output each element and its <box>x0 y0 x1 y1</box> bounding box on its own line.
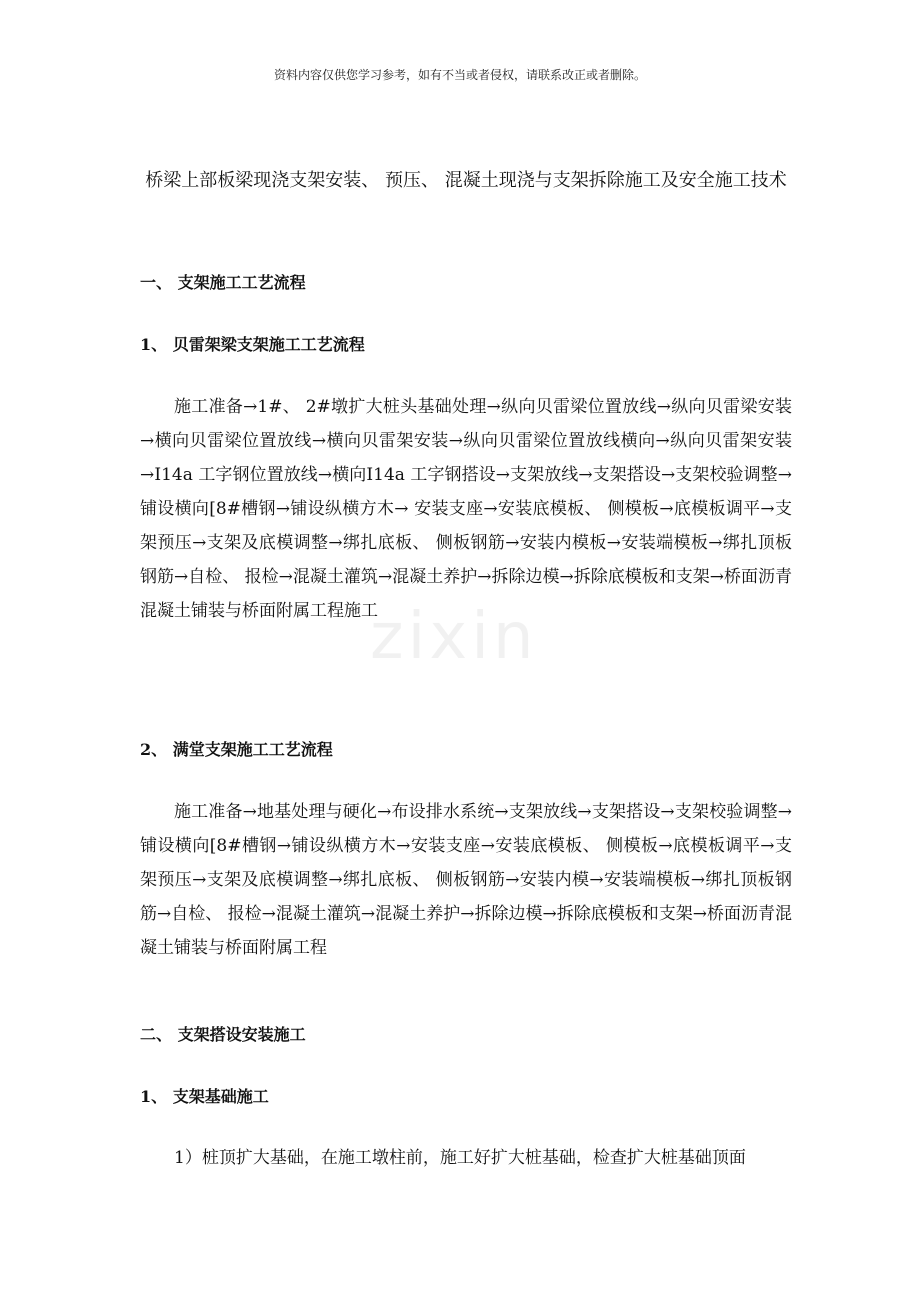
document-title: 桥梁上部板梁现浇支架安装、 预压、 混凝土现浇与支架拆除施工及安全施工技术 <box>145 170 787 191</box>
watermark: zixin <box>370 600 538 674</box>
paragraph-beilei-process: 施工准备→1#、 2#墩扩大桩头基础处理→纵向贝雷梁位置放线→纵向贝雷梁安装→横向贝雷梁位置放线→横向贝雷架安装→纵向贝雷梁位置放线横向→纵向贝雷架安装→Ⅰ14a 工字钢位置放线→横向Ⅰ14a 工字钢搭设→支架放线→支架搭设→支架校验调整→铺设横向[8#槽钢→铺设纵横方木→ 安装支座→安装底模板、 侧模板→底模板调平→支架预压→支架及底模调整→绑扎底板、 侧板钢筋→安装内模板→安装端模板→绑扎顶板钢筋→自检、 报检→混凝土灌筑→混凝土养护→拆除边模→拆除底模板和支架→桥面沥青混凝土铺装与桥面附属工程施工 <box>140 397 792 621</box>
subsection-heading-1-1: 1、 贝雷架梁支架施工工艺流程 <box>140 335 365 354</box>
section-heading-2: 二、 支架搭设安装施工 <box>140 1025 306 1044</box>
subsection-heading-1-2: 2、 满堂支架施工工艺流程 <box>140 740 333 759</box>
paragraph-foundation: 1）桩顶扩大基础，在施工墩柱前，施工好扩大桩基础，检查扩大桩基础顶面 <box>174 1148 746 1168</box>
subsection-heading-2-1: 1、 支架基础施工 <box>140 1087 269 1106</box>
section-heading-1: 一、 支架施工工艺流程 <box>140 273 306 292</box>
paragraph-full-support-process: 施工准备→地基处理与硬化→布设排水系统→支架放线→支架搭设→支架校验调整→铺设横向[8#槽钢→铺设纵横方木→安装支座→安装底模板、 侧模板→底模板调平→支架预压→支架及底模调整→绑扎底板、 侧板钢筋→安装内模→安装端模板→绑扎顶板钢筋→自检、 报检→混凝土灌筑→混凝土养护→拆除边模→拆除底模板和支架→桥面沥青混凝土铺装与桥面附属工程 <box>140 802 792 958</box>
disclaimer-header: 资料内容仅供您学习参考，如有不当或者侵权，请联系改正或者删除。 <box>273 68 646 82</box>
